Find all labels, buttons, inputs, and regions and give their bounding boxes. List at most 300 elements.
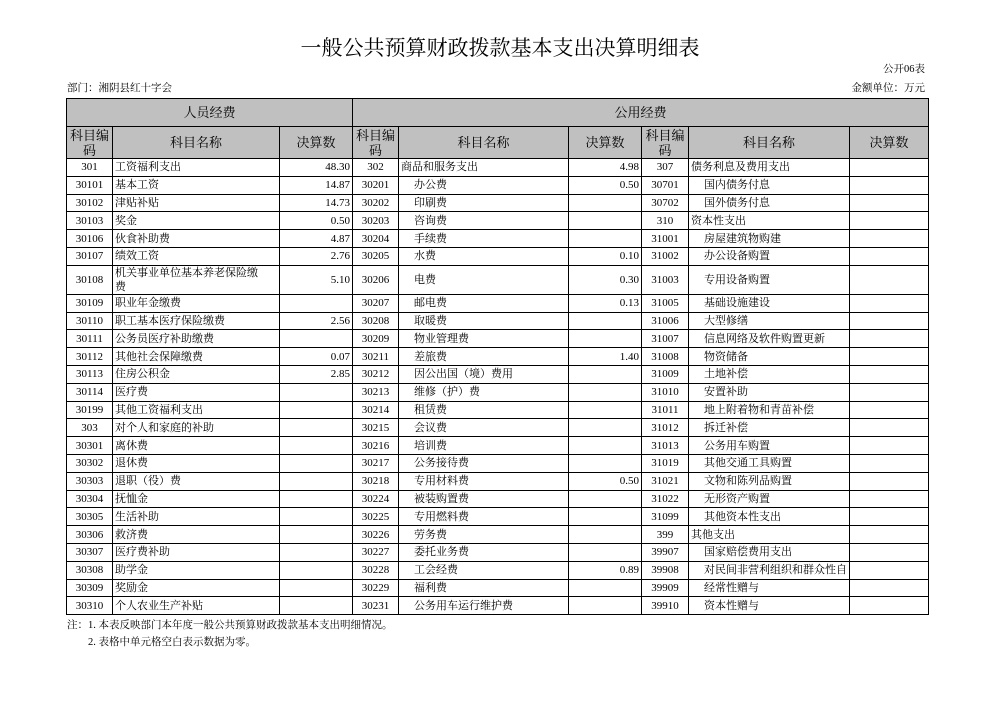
public-subject-code-cell: 30218 <box>353 472 399 490</box>
public-final-amount-cell <box>569 526 642 544</box>
personnel-final-amount-cell: 14.73 <box>280 194 353 212</box>
public-subject-code-cell: 30213 <box>353 383 399 401</box>
personnel-subject-name-cell <box>113 543 280 561</box>
subject-name-text: 电费 <box>414 273 437 286</box>
table-row <box>67 401 929 419</box>
subject-name-text: 安置补助 <box>704 386 749 399</box>
subject-name-text: 办公费 <box>414 179 448 192</box>
public-subject-code-cell: 30206 <box>353 265 399 294</box>
public-subject-code-cell: 31022 <box>642 490 689 508</box>
public-final-amount-cell <box>850 312 929 330</box>
personnel-final-amount-cell: 2.85 <box>280 365 353 383</box>
subject-name-text: 公务用车购置 <box>704 439 771 452</box>
table-row <box>67 579 929 597</box>
subject-name-text: 基本工资 <box>115 179 159 192</box>
personnel-subject-code-cell: 30111 <box>67 330 113 348</box>
personnel-subject-name-cell <box>113 597 280 615</box>
personnel-subject-name-cell <box>113 159 280 177</box>
personnel-subject-name-cell <box>113 419 280 437</box>
table-row <box>67 419 929 437</box>
subject-name-text: 其他交通工具购置 <box>704 457 793 470</box>
subject-name-text: 抚恤金 <box>115 492 148 505</box>
subject-name-text: 绩效工资 <box>115 250 159 263</box>
subject-name-text: 咨询费 <box>414 214 448 227</box>
personnel-subject-name-cell <box>113 265 280 294</box>
table-row <box>67 383 929 401</box>
personnel-subject-code-cell: 30114 <box>67 383 113 401</box>
public-final-amount-cell: 0.30 <box>569 265 642 294</box>
subject-name-text: 水费 <box>414 250 437 263</box>
public-subject-name-cell <box>689 330 850 348</box>
public-subject-name-cell <box>399 490 569 508</box>
public-subject-code-cell: 31011 <box>642 401 689 419</box>
personnel-final-amount-cell <box>280 419 353 437</box>
public-final-amount-cell: 0.10 <box>569 247 642 265</box>
public-final-amount-cell <box>569 454 642 472</box>
public-subject-code-cell: 30225 <box>353 508 399 526</box>
personnel-final-amount-cell <box>280 437 353 455</box>
subject-name-text: 房屋建筑物购建 <box>704 232 782 245</box>
subject-name-text: 因公出国（境）费用 <box>414 368 514 381</box>
public-subject-name-cell <box>689 383 850 401</box>
table-row <box>67 437 929 455</box>
personnel-final-amount-cell: 48.30 <box>280 159 353 177</box>
public-final-amount-cell <box>850 579 929 597</box>
table-row <box>67 508 929 526</box>
subject-name-text: 债务利息及费用支出 <box>691 161 791 174</box>
subject-name-text: 手续费 <box>414 232 448 245</box>
table-row <box>67 597 929 615</box>
column-header-code-text: 科目编码 <box>70 127 110 158</box>
public-subject-name-cell <box>689 543 850 561</box>
table-row <box>67 312 929 330</box>
subject-name-text: 专用燃料费 <box>414 510 470 523</box>
public-subject-name-cell <box>399 247 569 265</box>
public-subject-code-cell: 30201 <box>353 176 399 194</box>
public-final-amount-cell <box>569 312 642 330</box>
table-row <box>67 454 929 472</box>
public-subject-code-cell: 39907 <box>642 543 689 561</box>
public-final-amount-cell <box>569 365 642 383</box>
table-row <box>67 561 929 579</box>
subject-name-text: 基础设施建设 <box>704 297 771 310</box>
public-final-amount-cell <box>850 294 929 312</box>
public-subject-name-cell <box>399 472 569 490</box>
table-row <box>67 365 929 383</box>
public-final-amount-cell <box>850 526 929 544</box>
public-subject-code-cell: 30224 <box>353 490 399 508</box>
personnel-final-amount-cell <box>280 543 353 561</box>
amount-unit-value: 万元 <box>904 83 925 94</box>
public-final-amount-cell <box>850 212 929 230</box>
public-subject-code-cell: 30207 <box>353 294 399 312</box>
public-subject-code-cell: 30701 <box>642 176 689 194</box>
public-subject-code-cell: 31008 <box>642 348 689 366</box>
subject-name-text: 个人农业生产补贴 <box>115 599 203 612</box>
public-subject-code-cell: 30204 <box>353 230 399 248</box>
public-final-amount-cell <box>569 579 642 597</box>
subject-name-text: 大型修缮 <box>704 314 749 327</box>
public-subject-code-cell: 31009 <box>642 365 689 383</box>
personnel-final-amount-cell <box>280 330 353 348</box>
amount-unit-line <box>852 82 926 96</box>
subject-name-text: 职业年金缴费 <box>115 297 181 310</box>
public-final-amount-cell <box>850 472 929 490</box>
personnel-final-amount-cell <box>280 383 353 401</box>
personnel-subject-code-cell: 30101 <box>67 176 113 194</box>
personnel-subject-name-cell <box>113 230 280 248</box>
public-subject-name-cell <box>689 247 850 265</box>
public-subject-name-cell <box>689 454 850 472</box>
public-final-amount-cell <box>850 330 929 348</box>
public-subject-code-cell: 30227 <box>353 543 399 561</box>
document-title: 一般公共预算财政拨款基本支出决算明细表 <box>300 36 700 60</box>
public-subject-code-cell: 30209 <box>353 330 399 348</box>
personnel-final-amount-cell <box>280 401 353 419</box>
public-subject-code-cell: 39909 <box>642 579 689 597</box>
column-header-name-personnel: 科目名称 <box>113 127 280 159</box>
subject-name-text: 文物和陈列品购置 <box>704 475 793 488</box>
public-subject-name-cell <box>399 230 569 248</box>
public-subject-code-cell: 30702 <box>642 194 689 212</box>
subject-name-text: 助学金 <box>115 564 148 577</box>
subject-name-text: 委托业务费 <box>414 546 470 559</box>
personnel-subject-code-cell: 30108 <box>67 265 113 294</box>
public-final-amount-cell <box>850 508 929 526</box>
table-row <box>67 490 929 508</box>
column-header-code-text: 科目编码 <box>356 127 396 158</box>
public-subject-code-cell: 39908 <box>642 561 689 579</box>
public-final-amount-cell <box>569 437 642 455</box>
subject-name-text: 伙食补助费 <box>115 232 170 245</box>
public-subject-code-cell: 30212 <box>353 365 399 383</box>
personnel-subject-name-cell <box>113 437 280 455</box>
personnel-final-amount-cell <box>280 526 353 544</box>
public-subject-code-cell: 30231 <box>353 597 399 615</box>
personnel-subject-code-cell: 30107 <box>67 247 113 265</box>
personnel-final-amount-cell <box>280 579 353 597</box>
public-subject-code-cell: 31006 <box>642 312 689 330</box>
personnel-subject-name-cell <box>113 176 280 194</box>
public-subject-code-cell: 399 <box>642 526 689 544</box>
personnel-subject-name-cell <box>113 294 280 312</box>
public-final-amount-cell <box>569 330 642 348</box>
public-subject-name-cell <box>399 454 569 472</box>
table-row <box>67 159 929 177</box>
public-subject-name-cell <box>399 194 569 212</box>
column-header-amount-personnel: 决算数 <box>280 127 353 159</box>
public-subject-code-cell: 30229 <box>353 579 399 597</box>
public-subject-name-cell <box>399 419 569 437</box>
table-row <box>67 247 929 265</box>
subject-name-text: 经常性赠与 <box>704 581 760 594</box>
subject-name-text: 其他支出 <box>691 528 736 541</box>
subject-name-text: 地上附着物和青苗补偿 <box>704 403 815 416</box>
public-subject-name-cell <box>399 348 569 366</box>
public-final-amount-cell <box>569 508 642 526</box>
public-subject-name-cell <box>399 330 569 348</box>
public-subject-name-cell <box>689 597 850 615</box>
personnel-subject-name-cell <box>113 383 280 401</box>
public-final-amount-cell <box>850 176 929 194</box>
public-subject-name-cell <box>689 294 850 312</box>
public-final-amount-cell <box>569 419 642 437</box>
subject-name-text: 维修（护）费 <box>414 386 481 399</box>
subject-name-text: 其他工资福利支出 <box>115 403 203 416</box>
personnel-subject-code-cell: 301 <box>67 159 113 177</box>
public-final-amount-cell <box>850 561 929 579</box>
public-subject-code-cell: 30211 <box>353 348 399 366</box>
personnel-final-amount-cell <box>280 490 353 508</box>
public-subject-code-cell: 39910 <box>642 597 689 615</box>
table-row <box>67 543 929 561</box>
personnel-final-amount-cell <box>280 294 353 312</box>
public-final-amount-cell <box>850 490 929 508</box>
table-body <box>67 159 929 615</box>
personnel-subject-code-cell: 30109 <box>67 294 113 312</box>
personnel-final-amount-cell: 2.76 <box>280 247 353 265</box>
subject-name-text: 对个人和家庭的补助 <box>115 421 214 434</box>
subject-name-text: 专用设备购置 <box>704 273 771 286</box>
public-final-amount-cell <box>850 383 929 401</box>
public-final-amount-cell <box>569 490 642 508</box>
subject-name-text: 公务接待费 <box>414 457 470 470</box>
public-subject-code-cell: 31003 <box>642 265 689 294</box>
personnel-subject-name-cell <box>113 454 280 472</box>
column-header-code-text: 科目编码 <box>645 127 685 158</box>
personnel-subject-code-cell: 30306 <box>67 526 113 544</box>
public-final-amount-cell <box>850 597 929 615</box>
table-row <box>67 526 929 544</box>
subject-name-text: 物业管理费 <box>414 332 470 345</box>
public-subject-name-cell <box>689 212 850 230</box>
public-final-amount-cell <box>850 265 929 294</box>
public-final-amount-cell <box>850 401 929 419</box>
public-final-amount-cell <box>569 401 642 419</box>
public-final-amount-cell: 4.98 <box>569 159 642 177</box>
public-final-amount-cell <box>850 365 929 383</box>
public-subject-name-cell <box>689 437 850 455</box>
public-subject-name-cell <box>689 401 850 419</box>
public-final-amount-cell: 0.13 <box>569 294 642 312</box>
personnel-subject-code-cell: 30103 <box>67 212 113 230</box>
public-subject-name-cell <box>689 348 850 366</box>
personnel-subject-name-cell <box>113 401 280 419</box>
table-row <box>67 330 929 348</box>
personnel-subject-code-cell: 30305 <box>67 508 113 526</box>
column-header-name-public: 科目名称 <box>689 127 850 159</box>
public-subject-code-cell: 30217 <box>353 454 399 472</box>
subject-name-text: 物资储备 <box>704 350 749 363</box>
personnel-subject-name-cell <box>113 312 280 330</box>
public-final-amount-cell <box>850 543 929 561</box>
public-subject-name-cell <box>399 561 569 579</box>
public-subject-name-cell <box>689 472 850 490</box>
subject-name-text: 租赁费 <box>414 403 448 416</box>
public-subject-name-cell <box>399 543 569 561</box>
public-subject-name-cell <box>399 365 569 383</box>
public-subject-name-cell <box>399 508 569 526</box>
public-subject-name-cell <box>689 561 850 579</box>
public-subject-code-cell: 30215 <box>353 419 399 437</box>
public-subject-code-cell: 31012 <box>642 419 689 437</box>
table-row <box>67 176 929 194</box>
subject-name-text: 生活补助 <box>115 510 159 523</box>
personnel-subject-code-cell: 30102 <box>67 194 113 212</box>
subject-name-text: 津贴补贴 <box>115 196 159 209</box>
public-subject-code-cell: 31005 <box>642 294 689 312</box>
public-final-amount-cell <box>569 212 642 230</box>
subject-name-text: 对民间非营利组织和群众性自 <box>704 564 848 577</box>
footnote-2 <box>88 636 256 650</box>
public-subject-code-cell: 30226 <box>353 526 399 544</box>
personnel-final-amount-cell <box>280 472 353 490</box>
table-row <box>67 294 929 312</box>
public-subject-name-cell <box>689 526 850 544</box>
table-row <box>67 265 929 294</box>
personnel-subject-name-cell <box>113 330 280 348</box>
public-subject-code-cell: 302 <box>353 159 399 177</box>
public-subject-name-cell <box>689 194 850 212</box>
public-final-amount-cell <box>569 597 642 615</box>
subject-name-text: 无形资产购置 <box>704 492 771 505</box>
personnel-subject-name-cell <box>113 247 280 265</box>
personnel-subject-code-cell: 30199 <box>67 401 113 419</box>
group-header-row <box>67 99 929 127</box>
public-final-amount-cell <box>850 419 929 437</box>
subject-name-text: 机关事业单位基本养老保险缴费 <box>115 266 258 293</box>
table-row <box>67 212 929 230</box>
subject-name-text: 会议费 <box>414 421 448 434</box>
subject-name-text: 资本性赠与 <box>704 599 760 612</box>
personnel-final-amount-cell: 4.87 <box>280 230 353 248</box>
expenditure-detail-table <box>66 98 929 615</box>
public-final-amount-cell: 0.50 <box>569 472 642 490</box>
public-final-amount-cell <box>850 159 929 177</box>
personnel-final-amount-cell: 0.50 <box>280 212 353 230</box>
department-line <box>67 82 172 96</box>
footnote-1 <box>67 619 393 633</box>
subject-name-text: 工会经费 <box>414 564 459 577</box>
department-label: 部门： <box>67 83 99 94</box>
personnel-subject-code-cell: 30302 <box>67 454 113 472</box>
personnel-final-amount-cell: 2.56 <box>280 312 353 330</box>
subject-name-text: 退职（役）费 <box>115 475 181 488</box>
footnote-prefix: 注： <box>67 620 88 631</box>
subject-name-text: 救济费 <box>115 528 148 541</box>
personnel-subject-code-cell: 303 <box>67 419 113 437</box>
public-final-amount-cell <box>850 194 929 212</box>
subject-name-text: 其他社会保障缴费 <box>115 350 203 363</box>
subject-name-text: 资本性支出 <box>691 214 747 227</box>
subject-name-text: 办公设备购置 <box>704 250 771 263</box>
personnel-final-amount-cell: 0.07 <box>280 348 353 366</box>
personnel-subject-code-cell: 30307 <box>67 543 113 561</box>
personnel-final-amount-cell: 14.87 <box>280 176 353 194</box>
table-row <box>67 472 929 490</box>
public-subject-name-cell <box>399 176 569 194</box>
subject-name-text: 国内债务付息 <box>704 179 771 192</box>
column-header-amount-public: 决算数 <box>850 127 929 159</box>
subject-name-text: 专用材料费 <box>414 475 470 488</box>
column-header-code-public <box>353 127 399 159</box>
public-subject-code-cell: 30208 <box>353 312 399 330</box>
personnel-subject-code-cell: 30303 <box>67 472 113 490</box>
public-final-amount-cell: 1.40 <box>569 348 642 366</box>
public-final-amount-cell <box>850 247 929 265</box>
public-subject-code-cell: 30202 <box>353 194 399 212</box>
column-header-amount-public: 决算数 <box>569 127 642 159</box>
personnel-final-amount-cell <box>280 508 353 526</box>
public-subject-code-cell: 30214 <box>353 401 399 419</box>
personnel-subject-code-cell: 30301 <box>67 437 113 455</box>
table-row <box>67 348 929 366</box>
public-subject-code-cell: 31010 <box>642 383 689 401</box>
personnel-subject-name-cell <box>113 561 280 579</box>
subject-name-text: 福利费 <box>414 581 448 594</box>
group-header-personnel: 人员经费 <box>67 99 353 127</box>
public-subject-name-cell <box>399 383 569 401</box>
public-subject-name-cell <box>689 230 850 248</box>
footnote-text-1: 1. 本表反映部门本年度一般公共预算财政拨款基本支出明细情况。 <box>88 620 393 631</box>
personnel-subject-name-cell <box>113 348 280 366</box>
personnel-subject-code-cell: 30110 <box>67 312 113 330</box>
public-subject-code-cell: 31099 <box>642 508 689 526</box>
personnel-subject-name-cell <box>113 472 280 490</box>
public-subject-name-cell <box>399 579 569 597</box>
public-subject-name-cell <box>689 312 850 330</box>
personnel-subject-code-cell: 30106 <box>67 230 113 248</box>
public-subject-name-cell <box>399 401 569 419</box>
public-subject-name-cell <box>689 579 850 597</box>
public-subject-code-cell: 30203 <box>353 212 399 230</box>
public-subject-name-cell <box>399 294 569 312</box>
public-final-amount-cell <box>850 437 929 455</box>
public-subject-code-cell: 30216 <box>353 437 399 455</box>
public-final-amount-cell <box>850 348 929 366</box>
public-subject-name-cell <box>689 508 850 526</box>
public-subject-name-cell <box>399 437 569 455</box>
amount-unit-label: 金额单位： <box>851 83 904 94</box>
subject-name-text: 国外债务付息 <box>704 196 771 209</box>
public-subject-name-cell <box>399 312 569 330</box>
personnel-final-amount-cell <box>280 597 353 615</box>
subject-name-text: 取暖费 <box>414 314 448 327</box>
personnel-final-amount-cell <box>280 561 353 579</box>
personnel-subject-code-cell: 30304 <box>67 490 113 508</box>
subject-name-text: 培训费 <box>414 439 448 452</box>
footnote-text-2: 2. 表格中单元格空白表示数据为零。 <box>88 637 256 648</box>
personnel-subject-name-cell <box>113 490 280 508</box>
public-subject-code-cell: 31001 <box>642 230 689 248</box>
public-subject-code-cell: 307 <box>642 159 689 177</box>
personnel-subject-name-cell <box>113 526 280 544</box>
public-subject-name-cell <box>689 159 850 177</box>
public-subject-code-cell: 310 <box>642 212 689 230</box>
subject-name-text: 其他资本性支出 <box>704 510 782 523</box>
personnel-final-amount-cell <box>280 454 353 472</box>
subject-name-text: 职工基本医疗保险缴费 <box>115 314 225 327</box>
personnel-final-amount-cell: 5.10 <box>280 265 353 294</box>
public-final-amount-cell <box>850 454 929 472</box>
personnel-subject-name-cell <box>113 365 280 383</box>
public-subject-name-cell <box>399 526 569 544</box>
column-header-code-personnel <box>67 127 113 159</box>
personnel-subject-code-cell: 30112 <box>67 348 113 366</box>
public-final-amount-cell <box>569 543 642 561</box>
public-subject-code-cell: 30205 <box>353 247 399 265</box>
public-subject-name-cell <box>689 365 850 383</box>
